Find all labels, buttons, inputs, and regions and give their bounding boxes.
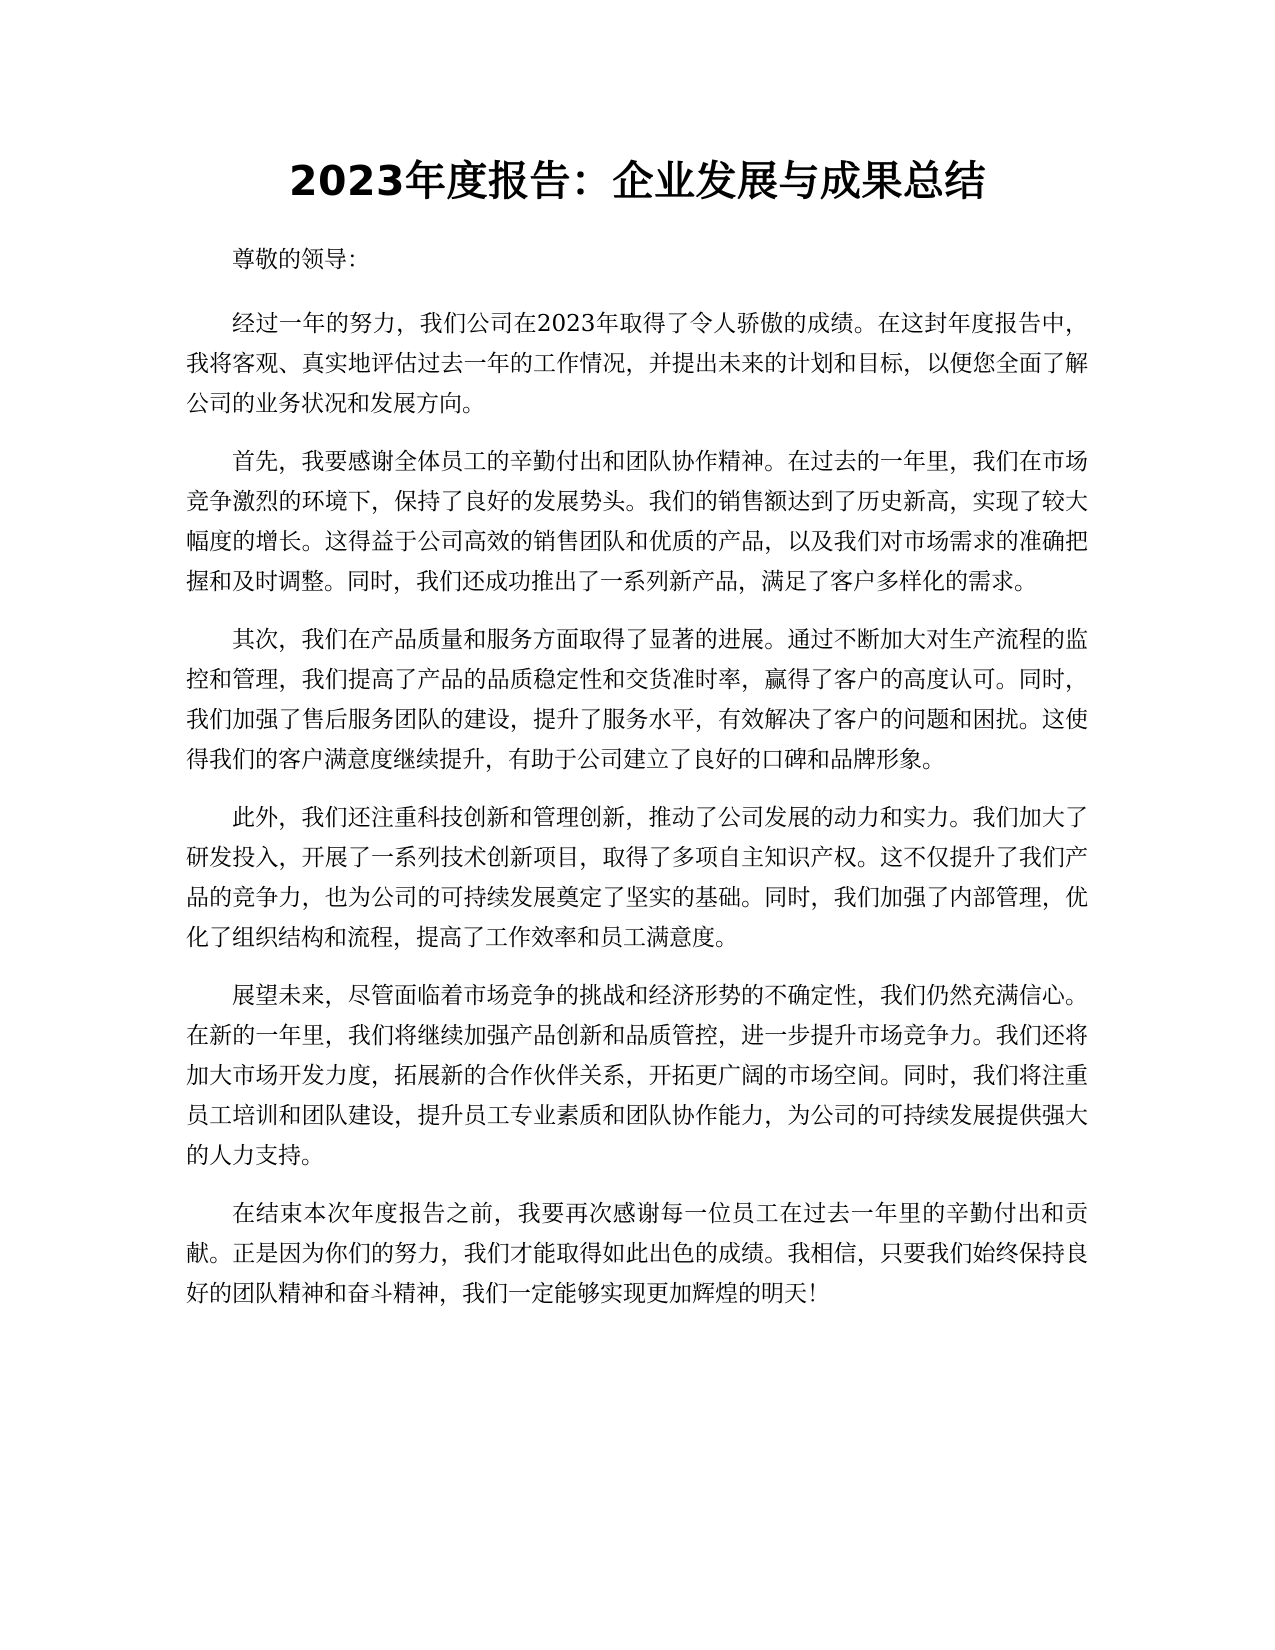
paragraph-closing: 在结束本次年度报告之前，我要再次感谢每一位员工在过去一年里的辛勤付出和贡献。正是因为你们的努力，我们才能取得如此出色的成绩。我相信，只要我们始终保持良好的团队精神和奋斗精神，我们一定能够实现更加辉煌的明天！: [186, 1201, 1088, 1307]
document-body: [186, 240, 1088, 1332]
paragraph-innovation: 此外，我们还注重科技创新和管理创新，推动了公司发展的动力和实力。我们加大了研发投入，开展了一系列技术创新项目，取得了多项自主知识产权。这不仅提升了我们产品的竞争力，也为公司的可持续发展奠定了坚实的基础。同时，我们加强了内部管理，优化了组织结构和流程，提高了工作效率和员工满意度。: [186, 805, 1088, 951]
document-title: 2023年度报告：企业发展与成果总结: [288, 157, 987, 205]
greeting: 尊敬的领导：: [232, 247, 370, 273]
paragraph-quality-service: 其次，我们在产品质量和服务方面取得了显著的进展。通过不断加大对生产流程的监控和管理，我们提高了产品的品质稳定性和交货准时率，赢得了客户的高度认可。同时，我们加强了售后服务团队的建设，提升了服务水平，有效解决了客户的问题和困扰。这使得我们的客户满意度继续提升，有助于公司建立了良好的口碑和品牌形象。: [186, 627, 1088, 773]
paragraph-intro: 经过一年的努力，我们公司在2023年取得了令人骄傲的成绩。在这封年度报告中，我将客观、真实地评估过去一年的工作情况，并提出未来的计划和目标，以便您全面了解公司的业务状况和发展方向。: [186, 311, 1088, 417]
paragraph-outlook: 展望未来，尽管面临着市场竞争的挑战和经济形势的不确定性，我们仍然充满信心。在新的一年里，我们将继续加强产品创新和品质管控，进一步提升市场竞争力。我们还将加大市场开发力度，拓展新的合作伙伴关系，开拓更广阔的市场空间。同时，我们将注重员工培训和团队建设，提升员工专业素质和团队协作能力，为公司的可持续发展提供强大的人力支持。: [186, 983, 1088, 1169]
paragraph-sales: 首先，我要感谢全体员工的辛勤付出和团队协作精神。在过去的一年里，我们在市场竞争激烈的环境下，保持了良好的发展势头。我们的销售额达到了历史新高，实现了较大幅度的增长。这得益于公司高效的销售团队和优质的产品，以及我们对市场需求的准确把握和及时调整。同时，我们还成功推出了一系列新产品，满足了客户多样化的需求。: [186, 449, 1088, 595]
